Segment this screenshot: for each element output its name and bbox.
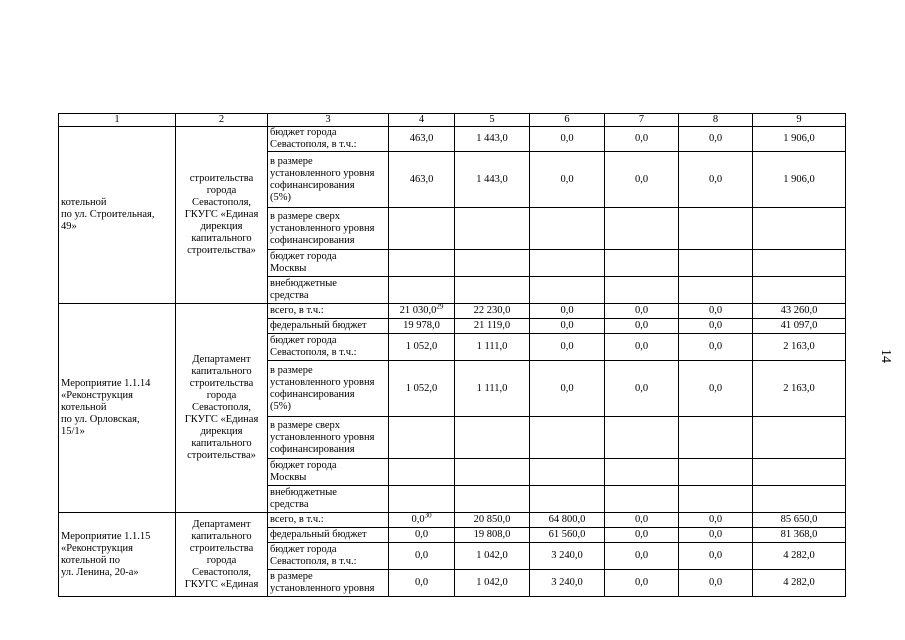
value-text: 64 800,0 [548,514,586,525]
value-cell [605,570,679,597]
value-text: 0,0 [414,577,429,588]
value-text: 19 978,0 [403,320,440,331]
value-cell [679,543,753,570]
header-cell: 5 [455,114,530,127]
value-cell [679,528,753,543]
value-cell [605,304,679,319]
footnote-mark: 29 [436,303,444,311]
value-cell [753,513,846,528]
table-row [59,513,846,528]
value-text: 81 368,0 [780,529,818,540]
value-text: 1 042,0 [476,577,508,588]
value-cell [753,570,846,597]
value-text: 463,0 [409,173,434,185]
source-label: бюджет города Москвы [268,459,389,486]
value-cell [530,486,605,513]
value-cell [530,513,605,528]
source-label: внебюджетные средства [268,486,389,513]
value-text: 0,0 [634,577,649,588]
value-text: 0,0 [634,529,649,540]
value-cell [679,304,753,319]
source-label: бюджет города Севастополя, в т.ч.: [268,334,389,361]
value-cell [389,319,455,334]
value-cell [389,127,455,152]
value-text: 0,0 [560,320,574,331]
value-cell [530,277,605,304]
value-cell [455,319,530,334]
value-cell [455,570,530,597]
value-cell [455,486,530,513]
value-text: 21 030,0 [399,305,437,316]
page-number: 14 [878,349,893,363]
value-cell [455,361,530,417]
table-body [59,114,846,597]
value-cell [679,250,753,277]
value-cell [455,528,530,543]
value-cell [679,208,753,250]
value-text: 1 042,0 [476,550,508,561]
value-cell [753,334,846,361]
value-cell [605,361,679,417]
value-cell [389,304,455,319]
value-cell [605,334,679,361]
value-text: 0,0 [708,382,723,394]
header-cell: 2 [176,114,268,127]
header-cell: 4 [389,114,455,127]
value-cell [455,277,530,304]
value-cell [455,417,530,459]
value-text: 1 111,0 [476,382,508,394]
value-cell [389,334,455,361]
value-text: 0,0 [414,529,429,540]
value-cell [530,250,605,277]
value-text: 0,0 [634,133,649,144]
value-cell [753,361,846,417]
value-cell [530,361,605,417]
value-cell [679,319,753,334]
value-text: 1 443,0 [476,133,508,144]
value-text: 0,0 [634,382,649,394]
value-cell [389,277,455,304]
value-text: 4 282,0 [783,577,815,588]
source-label: бюджет города Севастополя, в т.ч.: [268,127,389,152]
value-cell [605,417,679,459]
value-cell [679,570,753,597]
value-text: 41 097,0 [780,320,818,331]
budget-table [58,113,846,597]
value-cell [455,459,530,486]
value-cell [530,208,605,250]
footnote-mark: 30 [424,512,432,520]
value-text: 85 650,0 [780,514,818,525]
value-cell [679,152,753,208]
value-text: 0,0 [560,133,574,144]
value-cell [605,543,679,570]
value-text: 0,0 [708,305,723,316]
value-cell [389,152,455,208]
value-text: 22 230,0 [473,305,511,316]
value-cell [389,459,455,486]
value-cell [605,319,679,334]
value-text: 0,0 [708,514,723,525]
value-cell [679,513,753,528]
value-cell [605,152,679,208]
value-cell [753,417,846,459]
value-text: 0,0 [708,529,723,540]
value-cell [753,304,846,319]
value-cell [679,486,753,513]
value-text: 0,0 [708,550,723,561]
value-text: 0,0 [708,133,723,144]
source-label: внебюджетные средства [268,277,389,304]
executor-cell: Департамент капитального строительства города Севастополя, ГКУГС «Единая дирекция капитального строительства» [176,304,268,513]
value-cell [605,127,679,152]
value-text: 0,0 [708,341,723,352]
value-text: 0,0 [560,382,574,394]
value-text: 0,0 [634,341,649,352]
header-cell: 1 [59,114,176,127]
source-label: федеральный бюджет [268,528,389,543]
value-cell [530,543,605,570]
table-row [59,127,846,152]
value-text: 0,0 [414,550,429,561]
source-label: в размере установленного уровня софинансирования (5%) [268,361,389,417]
activity-cell: Мероприятие 1.1.14 «Реконструкция котельной по ул. Орловская, 15/1» [59,304,176,513]
header-cell: 9 [753,114,846,127]
value-cell [605,208,679,250]
value-cell [605,528,679,543]
executor-cell: Департамент капитального строительства города Севастополя, ГКУГС «Единая [176,513,268,597]
value-cell [605,459,679,486]
value-cell [530,528,605,543]
value-text: 2 163,0 [783,341,815,352]
value-text: 0,0 [634,320,649,331]
header-cell: 8 [679,114,753,127]
value-text: 0,0 [560,341,574,352]
value-cell [679,277,753,304]
value-cell [753,528,846,543]
value-cell [530,152,605,208]
value-cell [389,543,455,570]
value-cell [753,319,846,334]
value-text: 0,0 [634,514,649,525]
value-cell [389,417,455,459]
value-cell [679,459,753,486]
value-text: 0,0 [708,320,723,331]
value-cell [530,127,605,152]
value-text: 0,0 [634,173,649,185]
table-row [59,304,846,319]
source-label: всего, в т.ч.: [268,304,389,319]
value-text: 0,0 [560,305,574,316]
header-row [59,114,846,127]
header-cell: 6 [530,114,605,127]
value-cell [679,361,753,417]
value-cell [455,250,530,277]
value-cell [530,319,605,334]
source-label: в размере установленного уровня [268,570,389,597]
source-label: в размере сверх установленного уровня софинансирования [268,208,389,250]
source-label: федеральный бюджет [268,319,389,334]
value-cell [530,334,605,361]
value-cell [605,250,679,277]
value-cell [455,304,530,319]
value-text: 1 111,0 [476,341,508,352]
value-cell [753,277,846,304]
value-text: 2 163,0 [783,382,815,394]
value-cell [389,361,455,417]
value-cell [605,486,679,513]
value-cell [679,127,753,152]
value-cell [389,528,455,543]
header-cell: 3 [268,114,389,127]
value-cell [389,250,455,277]
value-text: 3 240,0 [551,550,583,561]
value-cell [753,543,846,570]
executor-cell: строительства города Севастополя, ГКУГС «Единая дирекция капитального строительства» [176,127,268,304]
value-text: 61 560,0 [548,529,586,540]
value-text: 1 906,0 [783,173,815,185]
value-text: 0,0 [634,550,649,561]
value-text: 0,0 [634,305,649,316]
value-text: 1 443,0 [476,173,508,185]
value-cell [530,459,605,486]
value-cell [753,250,846,277]
value-cell [530,417,605,459]
value-cell [389,570,455,597]
value-cell [455,152,530,208]
value-cell [455,334,530,361]
value-text: 463,0 [409,133,434,144]
value-text: 1 052,0 [405,382,438,394]
value-cell [389,486,455,513]
value-cell [389,208,455,250]
value-cell [753,486,846,513]
value-text: 0,0 [560,173,574,185]
value-text: 43 260,0 [780,305,818,316]
value-cell [605,277,679,304]
value-cell [455,513,530,528]
source-label: в размере сверх установленного уровня софинансирования [268,417,389,459]
value-text: 0,0 [708,577,723,588]
value-text: 0,0 [411,514,425,525]
source-label: бюджет города Севастополя, в т.ч.: [268,543,389,570]
value-cell [753,127,846,152]
value-cell [455,127,530,152]
value-text: 0,0 [708,173,723,185]
value-cell [753,152,846,208]
value-cell [679,334,753,361]
activity-cell: Мероприятие 1.1.15 «Реконструкция котельной по ул. Ленина, 20-а» [59,513,176,597]
value-text: 4 282,0 [783,550,815,561]
value-cell [530,304,605,319]
value-cell [530,570,605,597]
source-label: в размере установленного уровня софинансирования (5%) [268,152,389,208]
source-label: бюджет города Москвы [268,250,389,277]
activity-cell: котельной по ул. Строительная, 49» [59,127,176,304]
value-text: 3 240,0 [551,577,583,588]
value-cell [753,459,846,486]
value-cell [753,208,846,250]
value-text: 21 119,0 [473,320,511,331]
value-text: 19 808,0 [473,529,511,540]
header-cell: 7 [605,114,679,127]
value-cell [605,513,679,528]
value-text: 20 850,0 [473,514,511,525]
value-cell [455,543,530,570]
source-label: всего, в т.ч.: [268,513,389,528]
value-cell [455,208,530,250]
value-cell [679,417,753,459]
value-text: 1 906,0 [783,133,815,144]
value-text: 1 052,0 [405,341,438,352]
value-cell [389,513,455,528]
